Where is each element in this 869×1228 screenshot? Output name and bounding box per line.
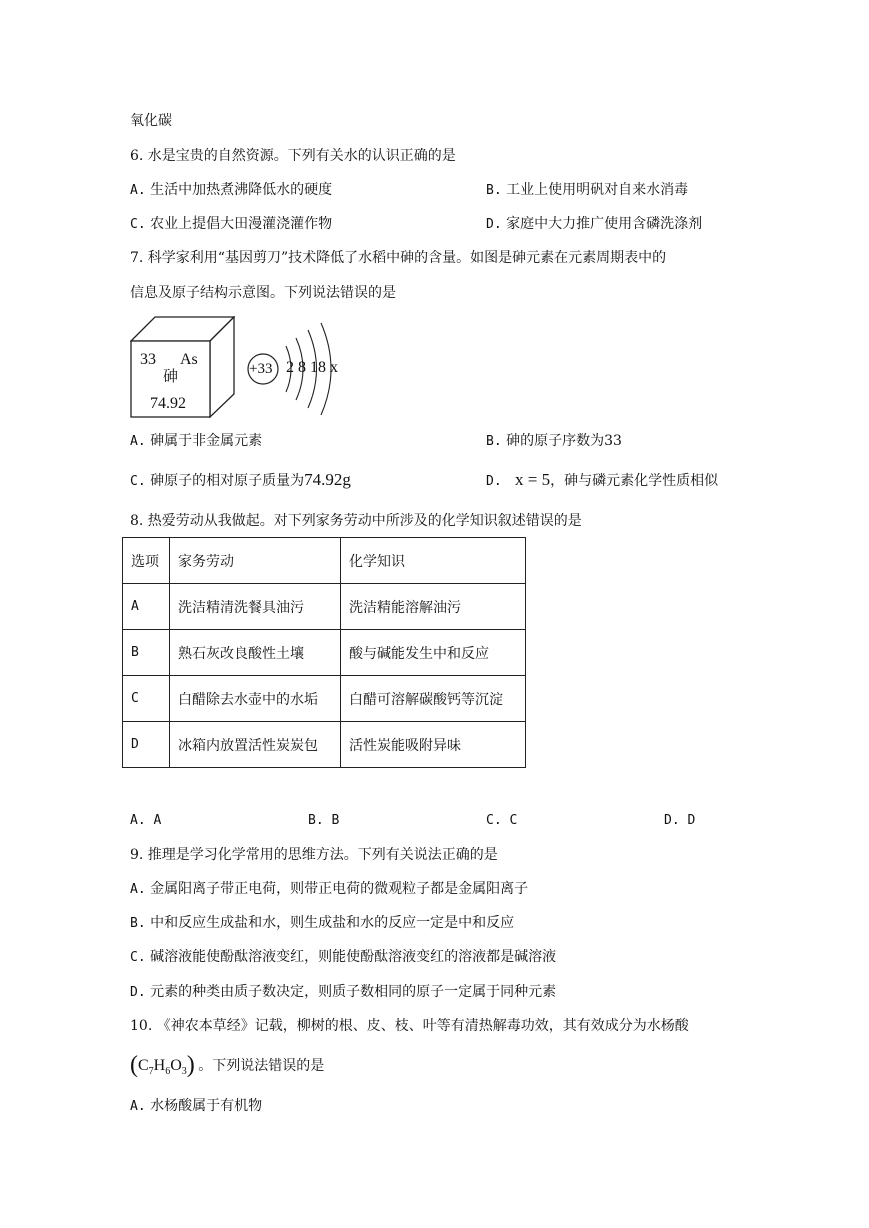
q8-option-b: B. B <box>308 813 340 828</box>
q9-stem: 9. 推理是学习化学常用的思维方法。下列有关说法正确的是 <box>130 847 498 863</box>
q7-stem-line2: 信息及原子结构示意图。下列说法错误的是 <box>130 285 396 301</box>
q9-option-a: A. 金属阳离子带正电荷，则带正电荷的微观粒子都是金属阳离子 <box>130 881 529 897</box>
q8-option-a: A. A <box>130 813 162 828</box>
q9-option-c: C. 碱溶液能使酚酞溶液变红，则能使酚酞溶液变红的溶液都是碱溶液 <box>130 949 557 965</box>
q7-stem-line1: 7. 科学家利用“基因剪刀”技术降低了水稻中砷的含量。如图是砷元素在元素周期表中的 <box>130 250 667 266</box>
electron-shells: 2 8 18 x <box>286 359 338 376</box>
element-tile <box>130 316 235 418</box>
table-header-cell: 家务劳动 <box>170 538 341 584</box>
nucleus-charge: +33 <box>249 361 273 377</box>
atomic-structure-diagram <box>246 318 356 418</box>
table-cell: 酸与碱能发生中和反应 <box>341 630 526 676</box>
q10-stem-line1: 10. 《神农本草经》记载，柳树的根、皮、枝、叶等有清热解毒功效，其有效成分为水杨酸 <box>130 1018 689 1034</box>
q8-option-d: D. D <box>664 813 696 828</box>
q7-option-b: B. 砷的原子序数为33 <box>486 433 622 449</box>
table-cell: 活性炭能吸附异味 <box>341 722 526 768</box>
table-header-cell: 化学知识 <box>341 538 526 584</box>
q6-option-b: B. 工业上使用明矾对自来水消毒 <box>486 182 689 198</box>
table-cell: 白醋可溶解碳酸钙等沉淀 <box>341 676 526 722</box>
q10-stem-line2: $(C_7H_6O_3)$ 。下列说法错误的是 <box>130 1052 325 1078</box>
atomic-number: 33 <box>140 351 156 368</box>
q10-option-a: A. 水杨酸属于有机物 <box>130 1098 263 1114</box>
table-header-row <box>123 538 526 584</box>
table-cell: 熟石灰改良酸性土壤 <box>170 630 341 676</box>
q6-option-c: C. 农业上提倡大田漫灌浇灌作物 <box>130 216 333 232</box>
q6-option-a: A. 生活中加热煮沸降低水的硬度 <box>130 182 333 198</box>
table-row <box>123 630 526 676</box>
atomic-mass: 74.92 <box>150 395 186 412</box>
q8-stem: 8. 热爱劳动从我做起。对下列家务劳动中所涉及的化学知识叙述错误的是 <box>130 513 582 529</box>
table-cell: C <box>123 676 170 722</box>
table-header-cell: 选项 <box>123 538 170 584</box>
table-row <box>123 584 526 630</box>
table-cell: 洗洁精清洗餐具油污 <box>170 584 341 630</box>
element-symbol: As <box>180 351 198 368</box>
q6-stem: 6. 水是宝贵的自然资源。下列有关水的认识正确的是 <box>130 148 456 164</box>
q8-option-c: C. C <box>486 813 518 828</box>
q7-option-d: D. x = 5，砷与磷元素化学性质相似 <box>486 470 719 489</box>
table-cell: A <box>123 584 170 630</box>
table-cell: 白醋除去水壶中的水垢 <box>170 676 341 722</box>
table-cell: 洗洁精能溶解油污 <box>341 584 526 630</box>
table-cell: B <box>123 630 170 676</box>
top-fragment: 氧化碳 <box>130 113 172 129</box>
q7-option-c: C. 砷原子的相对原子质量为74.92g <box>130 470 351 489</box>
q7-option-a: A. 砷属于非金属元素 <box>130 433 263 449</box>
chemical-formula: $(C_7H_6O_3)$ <box>130 1052 195 1078</box>
q9-option-d: D. 元素的种类由质子数决定，则质子数相同的原子一定属于同种元素 <box>130 984 557 1000</box>
table-row <box>123 676 526 722</box>
element-name: 砷 <box>163 369 179 385</box>
q8-table <box>122 537 526 768</box>
q6-option-d: D. 家庭中大力推广使用含磷洗涤剂 <box>486 216 703 232</box>
q9-option-b: B. 中和反应生成盐和水，则生成盐和水的反应一定是中和反应 <box>130 915 515 931</box>
table-cell: D <box>123 722 170 768</box>
table-cell: 冰箱内放置活性炭炭包 <box>170 722 341 768</box>
table-row <box>123 722 526 768</box>
